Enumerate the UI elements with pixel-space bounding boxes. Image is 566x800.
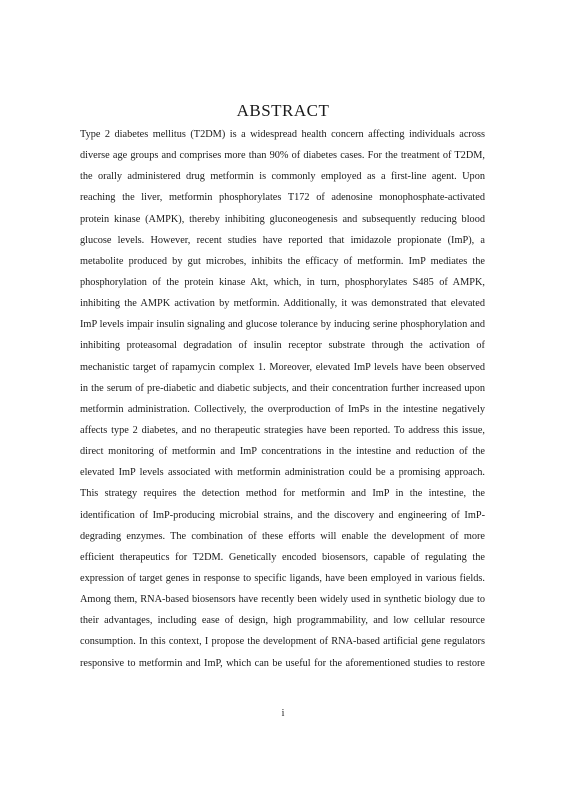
abstract-line: protein kinase (AMPK), thereby inhibiting gluconeogenesis and subsequently reducing blood	[80, 213, 485, 225]
abstract-line: inhibiting proteasomal degradation of insulin receptor substrate through the activation of	[80, 340, 485, 352]
page-number: i	[281, 708, 285, 719]
abstract-line: diverse age groups and comprises more than 90% of diabetes cases. For the treatment of T2DM,	[80, 150, 485, 162]
abstract-line: reaching the liver, metformin phosphorylates T172 of adenosine monophosphate-activated	[80, 192, 485, 204]
abstract-line: in the serum of pre-diabetic and diabetic subjects, and their concentration further increased upon	[80, 382, 485, 394]
abstract-line: Among them, RNA-based biosensors have recently been widely used in synthetic biology due to	[80, 594, 485, 606]
abstract-line: Type 2 diabetes mellitus (T2DM) is a widespread health concern affecting individuals across	[80, 129, 485, 140]
abstract-line: elevated ImP levels associated with metformin administration could be a promising approach.	[80, 467, 485, 479]
abstract-line: expression of target genes in response to specific ligands, have been employed in various fields.	[80, 572, 485, 584]
abstract-line: direct monitoring of metformin and ImP concentrations in the intestine and reduction of the	[80, 446, 485, 458]
abstract-line: the orally administered drug metformin is commonly employed as a first-line agent. Upon	[80, 171, 485, 183]
abstract-line: inhibiting the AMPK activation by metformin. Additionally, it was demonstrated that elevated	[80, 298, 485, 310]
abstract-line: metabolite produced by gut microbes, inhibits the efficacy of metformin. ImP mediates the	[80, 255, 485, 267]
abstract-line: efficient therapeutics for T2DM. Genetically encoded biosensors, capable of regulating the	[80, 551, 485, 563]
abstract-line: degrading enzymes. The combination of these efforts will enable the development of more	[80, 530, 485, 542]
abstract-line: affects type 2 diabetes, and no therapeutic strategies have been reported. To address this issue,	[80, 424, 485, 436]
abstract-line: glucose levels. However, recent studies have reported that imidazole propionate (ImP), a	[80, 234, 485, 246]
abstract-line: identification of ImP-producing microbial strains, and the discovery and engineering of ImP-	[80, 509, 485, 521]
abstract-line: mechanistic target of rapamycin complex 1. Moreover, elevated ImP levels have been observed	[80, 361, 485, 373]
abstract-line: responsive to metformin and ImP, which can be useful for the aforementioned studies to restore	[80, 657, 485, 669]
abstract-body	[80, 128, 485, 678]
abstract-heading: ABSTRACT	[236, 101, 330, 120]
abstract-line: phosphorylation of the protein kinase Akt, which, in turn, phosphorylates S485 of AMPK,	[80, 276, 485, 288]
abstract-line: ImP levels impair insulin signaling and glucose tolerance by inducing serine phosphorylation and	[80, 319, 485, 331]
abstract-line: metformin administration. Collectively, the overproduction of ImPs in the intestine negatively	[80, 403, 485, 415]
abstract-line: This strategy requires the detection method for metformin and ImP in the intestine, the	[80, 488, 485, 500]
abstract-line: their advantages, including ease of design, high programmability, and low cellular resource	[80, 615, 485, 627]
abstract-line: consumption. In this context, I propose the development of RNA-based artificial gene regulators	[80, 636, 485, 648]
